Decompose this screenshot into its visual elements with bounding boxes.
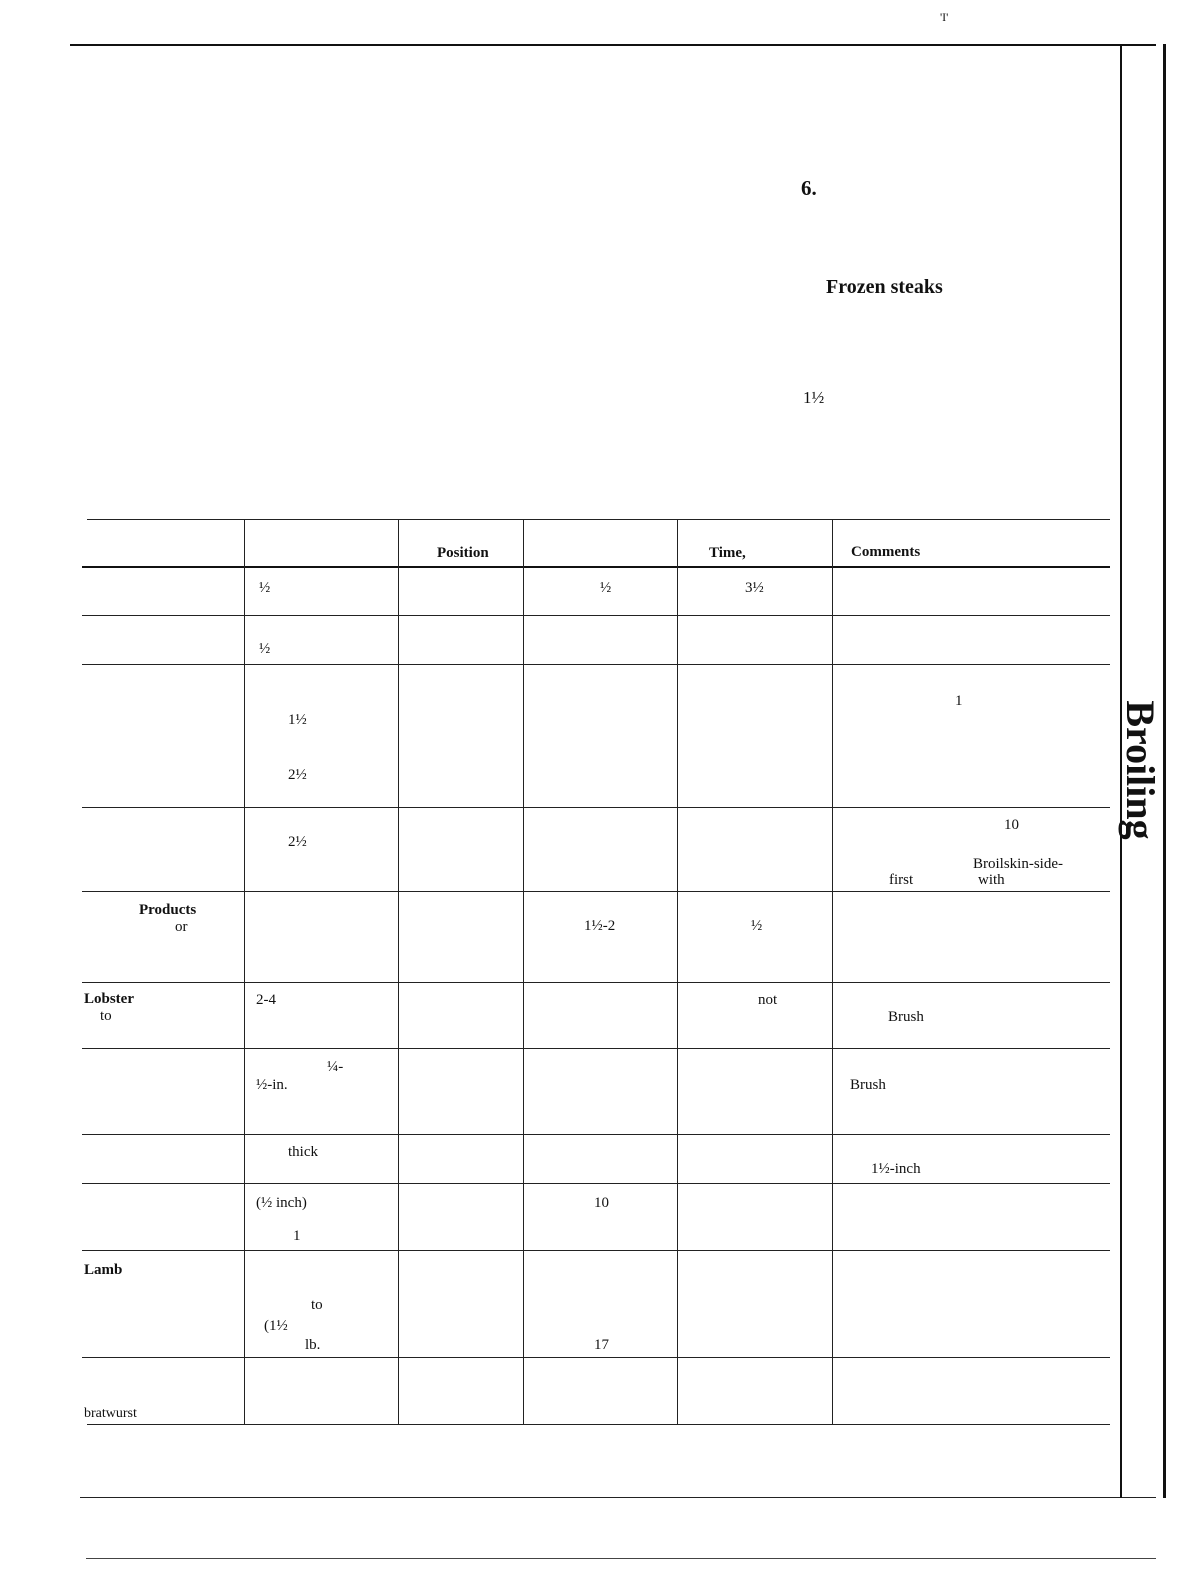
intro-fraction: 1½: [803, 388, 825, 407]
table-cell: 3½: [745, 580, 764, 596]
row-rule: [82, 891, 1110, 892]
row-rule: [82, 982, 1110, 983]
table-cell: 2½: [288, 767, 307, 783]
table-bottom-rule: [87, 1424, 1110, 1425]
table-cell: 1½-2: [584, 918, 616, 934]
table-cell: ½: [600, 580, 612, 596]
table-cell: Lamb: [84, 1262, 123, 1278]
table-header-rule: [82, 566, 1110, 568]
row-rule: [82, 1048, 1110, 1049]
table-cell: to: [311, 1297, 323, 1313]
table-cell: ½: [751, 918, 763, 934]
column-rule: [398, 519, 399, 1425]
table-cell: 10: [1004, 817, 1019, 833]
header-comments: Comments: [851, 544, 921, 560]
row-rule: [82, 664, 1110, 665]
corner-mark: 'I': [940, 10, 949, 24]
table-cell: to: [100, 1008, 112, 1024]
table-cell: ½-in.: [256, 1077, 288, 1093]
table-cell: first: [889, 872, 914, 888]
row-rule: [82, 1134, 1110, 1135]
row-rule: [82, 1357, 1110, 1358]
table-cell: 1: [293, 1228, 301, 1244]
row-rule: [82, 807, 1110, 808]
row-rule: [82, 1183, 1110, 1184]
table-cell: Broilskin-side-: [973, 856, 1063, 872]
column-rule: [244, 519, 245, 1425]
table-cell: 10: [594, 1195, 609, 1211]
table-cell: (1½: [264, 1318, 288, 1334]
bottom-rule: [80, 1497, 1156, 1498]
table-cell: 1: [955, 693, 963, 709]
table-cell: Lobster: [84, 991, 134, 1007]
header-position: Position: [437, 545, 489, 561]
table-cell: or: [175, 919, 188, 935]
table-cell: 1½-inch: [871, 1161, 921, 1177]
table-cell: (½ inch): [256, 1195, 307, 1211]
table-cell: not: [758, 992, 778, 1008]
column-rule: [832, 519, 833, 1425]
table-cell: 2½: [288, 834, 307, 850]
table-cell: 1½: [288, 712, 307, 728]
table-cell: Products: [139, 902, 197, 918]
table-cell: ¼-: [327, 1059, 344, 1075]
table-cell: bratwurst: [84, 1406, 137, 1421]
table-cell: lb.: [305, 1337, 321, 1353]
intro-item-number: 6.: [801, 176, 817, 200]
column-rule: [523, 519, 524, 1425]
table-cell: ½: [259, 641, 271, 657]
row-rule: [82, 1250, 1110, 1251]
table-cell: thick: [288, 1144, 318, 1160]
footer-rule: [86, 1558, 1156, 1559]
header-time: Time,: [709, 545, 746, 561]
row-rule: [82, 615, 1110, 616]
top-rule: [70, 44, 1156, 46]
table-cell: Brush: [888, 1009, 924, 1025]
intro-frozen-steaks: Frozen steaks: [826, 276, 943, 298]
table-cell: 17: [594, 1337, 609, 1353]
table-cell: 2-4: [256, 992, 276, 1008]
table-cell: ½: [259, 580, 271, 596]
table-top-rule: [87, 519, 1110, 520]
column-rule: [677, 519, 678, 1425]
table-cell: Brush: [850, 1077, 886, 1093]
side-tab-label: Broiling: [1118, 700, 1163, 840]
table-cell: with: [978, 872, 1005, 888]
